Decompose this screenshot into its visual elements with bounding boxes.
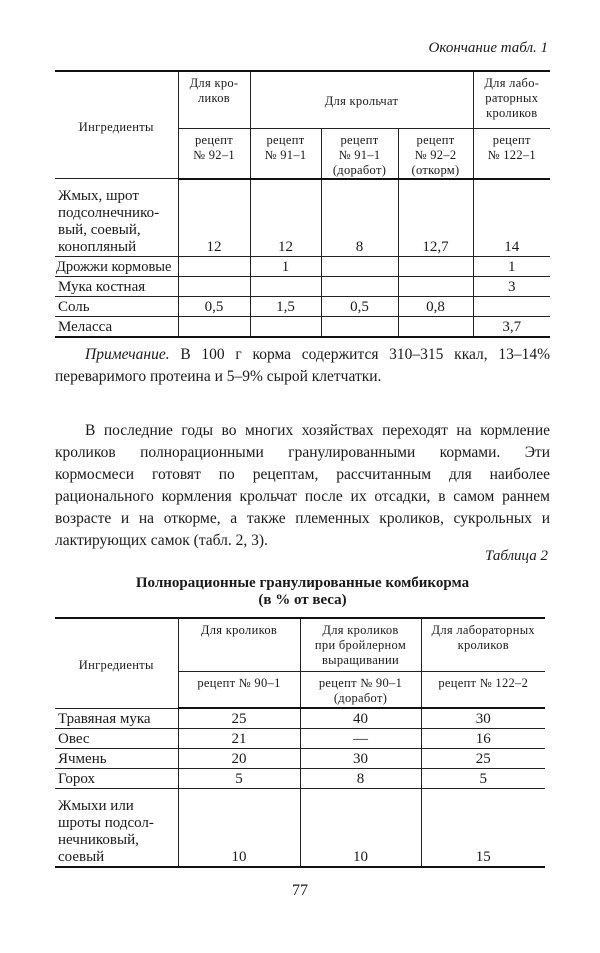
table-row — [55, 788, 545, 867]
cell-value — [398, 317, 473, 337]
cell-value — [321, 257, 398, 277]
cell-value: 0,5 — [178, 297, 250, 317]
group-header: Для лабораторных кроликов — [421, 618, 545, 671]
cell-value: 21 — [178, 728, 300, 748]
cell-value — [250, 277, 321, 297]
cell-value: 10 — [300, 788, 421, 867]
ingredient-name: Мука костная — [55, 277, 178, 297]
table-row — [55, 297, 550, 317]
ingredient-name: Овес — [55, 728, 178, 748]
cell-value: 3,7 — [473, 317, 550, 337]
cell-value: 1 — [473, 257, 550, 277]
page-number: 77 — [292, 882, 308, 899]
ingredients-header: Ингредиенты — [55, 618, 178, 708]
note-text: В 100 г корма содержится 310–315 ккал, 13–14% переваримого протеина и 5–9% сырой клетчатки. — [55, 346, 550, 385]
cell-value — [178, 257, 250, 277]
table-2 — [55, 617, 545, 868]
cell-value: 16 — [421, 728, 545, 748]
table-row — [55, 728, 545, 748]
ingredient-name: Дрожжи кормовые — [55, 257, 178, 277]
cell-value — [178, 277, 250, 297]
ingredient-name: Жмых, шрот подсолнечнико- вый, соевый, конопляный — [55, 179, 178, 257]
cell-value: 15 — [421, 788, 545, 867]
cell-value: 25 — [178, 708, 300, 728]
group-header: Для кроликов при бройлерном выращивании — [300, 618, 421, 671]
recipe-header: рецепт № 91–1 (доработ) — [321, 128, 398, 179]
recipe-header: рецепт № 122–2 — [421, 671, 545, 708]
body-paragraph: В последние годы во многих хозяйствах переходят на кормление кроликов полнорационными гранулированными кормами. Эти кормосмеси готовят по рецептам, рассчитанным для наиболее рационального кормления крольчат после их отсадки, в самом раннем возрасте и на откорме, а также племенных кроликов, сукрольных и лактирующих самок (табл. 2, 3). — [55, 422, 550, 549]
cell-value — [398, 257, 473, 277]
ingredient-name: Соль — [55, 297, 178, 317]
cell-value — [321, 277, 398, 297]
cell-value — [178, 317, 250, 337]
ingredient-name: Горох — [55, 768, 178, 788]
table-row — [55, 277, 550, 297]
cell-value: 8 — [300, 768, 421, 788]
cell-value: 5 — [178, 768, 300, 788]
cell-value: 1 — [250, 257, 321, 277]
cell-value: 3 — [473, 277, 550, 297]
recipe-header: рецепт № 90–1 — [178, 671, 300, 708]
group-header: Для крольчат — [250, 71, 473, 128]
cell-value: 0,8 — [398, 297, 473, 317]
cell-value — [321, 317, 398, 337]
cell-value: 5 — [421, 768, 545, 788]
table-row — [55, 257, 550, 277]
recipe-header: рецепт № 91–1 — [250, 128, 321, 179]
cell-value: 12,7 — [398, 179, 473, 257]
ingredient-name: Травяная мука — [55, 708, 178, 728]
recipe-header: рецепт № 122–1 — [473, 128, 550, 179]
cell-value: 12 — [178, 179, 250, 257]
table-row — [55, 708, 545, 728]
note-label: Примечание. — [85, 346, 170, 363]
cell-value: 12 — [250, 179, 321, 257]
table-continuation-label: Окончание табл. 1 — [428, 40, 548, 56]
cell-value: 10 — [178, 788, 300, 867]
table-row — [55, 768, 545, 788]
group-header: Для кроликов — [178, 618, 300, 671]
table-row — [55, 748, 545, 768]
table-note — [55, 344, 550, 388]
group-header: Для кро- ликов — [178, 71, 250, 128]
ingredient-name: Меласса — [55, 317, 178, 337]
table-1 — [55, 70, 550, 338]
cell-value: — — [300, 728, 421, 748]
recipe-header: рецепт № 90–1 (доработ) — [300, 671, 421, 708]
cell-value: 14 — [473, 179, 550, 257]
cell-value: 30 — [421, 708, 545, 728]
cell-value: 30 — [300, 748, 421, 768]
table-row — [55, 317, 550, 337]
cell-value: 1,5 — [250, 297, 321, 317]
ingredient-name: Ячмень — [55, 748, 178, 768]
cell-value: 8 — [321, 179, 398, 257]
table-2-label: Таблица 2 — [485, 548, 548, 564]
recipe-header: рецепт № 92–2 (откорм) — [398, 128, 473, 179]
cell-value — [250, 317, 321, 337]
cell-value — [473, 297, 550, 317]
table-2-title: Полнорационные гранулированные комбикорма (в % от веса) — [135, 575, 470, 608]
ingredient-name: Жмыхи или шроты подсол- нечниковый, соевый — [55, 788, 178, 867]
cell-value: 40 — [300, 708, 421, 728]
cell-value: 25 — [421, 748, 545, 768]
cell-value — [398, 277, 473, 297]
table-row — [55, 179, 550, 257]
group-header: Для лабо- раторных кроликов — [473, 71, 550, 128]
cell-value: 20 — [178, 748, 300, 768]
ingredients-header: Ингредиенты — [55, 71, 178, 179]
cell-value: 0,5 — [321, 297, 398, 317]
recipe-header: рецепт № 92–1 — [178, 128, 250, 179]
